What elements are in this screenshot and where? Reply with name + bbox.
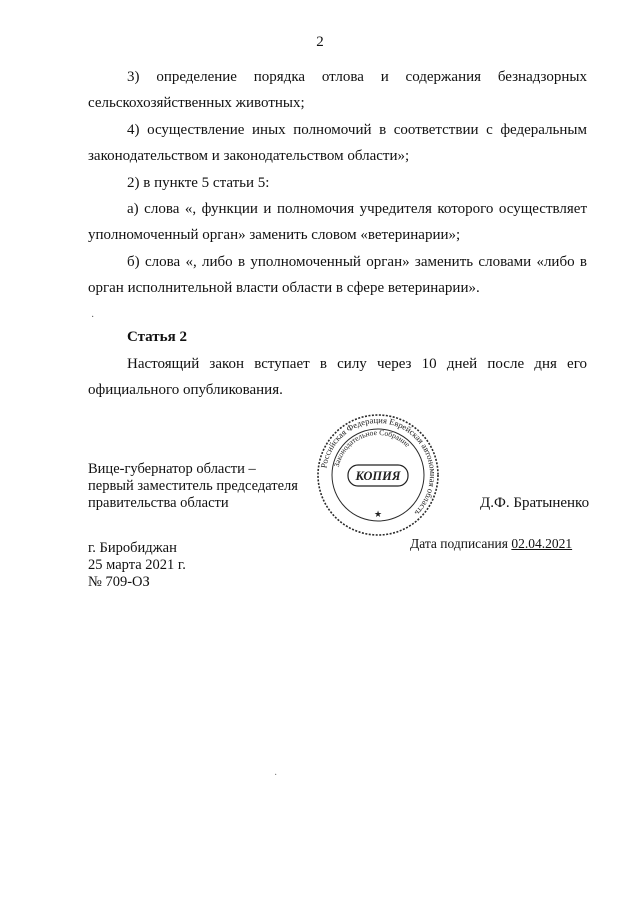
- article-text-line-1: Настоящий закон вступает в силу через 10 дней после дня его: [127, 356, 587, 372]
- stamp-center-text: КОПИЯ: [355, 469, 401, 483]
- item-b-line-2: орган исполнительной власти области в сфере ветеринарии».: [88, 280, 480, 296]
- paragraph-3-line-2: сельскохозяйственных животных;: [88, 95, 305, 111]
- signing-date-value: 02.04.2021: [511, 536, 573, 551]
- item-a-line-1: а) слова «, функции и полномочия учредителя которого осуществляет: [127, 201, 587, 217]
- position-line-1: Вице-губернатор области –: [88, 461, 256, 477]
- copy-stamp: [316, 413, 440, 537]
- paragraph-4-line-2: законодательством и законодательством области»;: [88, 148, 410, 164]
- signatory-position: [88, 461, 298, 512]
- article-heading: Статья 2: [127, 329, 187, 345]
- item-b-line-1: б) слова «, либо в уполномоченный орган» заменить словами «либо в: [127, 254, 587, 270]
- paragraph-4-line-1: 4) осуществление иных полномочий в соответствии с федеральным: [127, 122, 587, 138]
- stamp-star-icon: ★: [373, 509, 383, 519]
- article-text-line-2: официального опубликования.: [88, 382, 283, 398]
- stray-mark: ·: [274, 770, 278, 781]
- paragraph-3-line-1: 3) определение порядка отлова и содержания безнадзорных: [127, 69, 587, 85]
- signatory-name: Д.Ф. Братыненко: [480, 495, 590, 511]
- city: г. Биробиджан: [88, 540, 177, 556]
- law-date: 25 марта 2021 г.: [88, 557, 186, 573]
- signing-date-label: Дата подписания: [410, 536, 508, 551]
- item-a-line-2: уполномоченный орган» заменить словом «ветеринарии»;: [88, 227, 461, 243]
- stamp-inner-text: Законодательное Собрание: [331, 427, 412, 468]
- position-line-3: правительства области: [88, 495, 229, 511]
- page-number: 2: [316, 34, 324, 50]
- item-2-heading: 2) в пункте 5 статьи 5:: [127, 175, 270, 191]
- position-line-2: первый заместитель председателя: [88, 478, 298, 494]
- law-number: № 709-ОЗ: [88, 574, 150, 590]
- signing-date-block: [410, 536, 572, 552]
- stray-dot: ·: [91, 312, 95, 323]
- stamp-outer-text: Российская Федерация Еврейская автономная область: [318, 414, 439, 518]
- signing-place-block: [88, 540, 186, 591]
